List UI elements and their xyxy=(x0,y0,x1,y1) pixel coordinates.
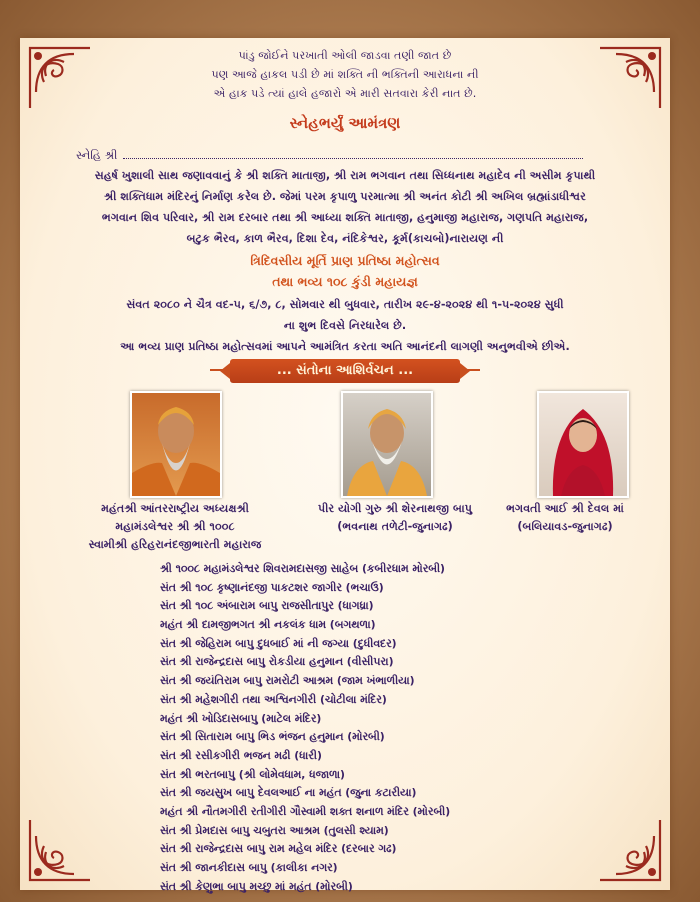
body-line: ભગવાન શિવ પરિવાર, શ્રી રામ દરબાર તથા શ્રી આધ્યા શક્તિ માતાજી, હનુમાજી મહારાજ, ગણપતિ મહારાજ, xyxy=(101,211,589,224)
corner-ornament-bottom-right xyxy=(596,816,666,886)
list-item: સંત શ્રી ભરતબાપુ (શ્રી લોમેવધામ, ધજાળા) xyxy=(160,767,345,781)
event-subtitle: તથા ભવ્ય ૧૦૮ કુંડી મહાયજ્ઞ xyxy=(272,274,418,289)
intro-line: પાંડુ જોઈને પરખાતી ઓલી જાડવા તણી જાત છે xyxy=(238,49,452,62)
caption-line: ભગવતી આઈ શ્રી દેવલ માં xyxy=(506,502,624,515)
saint-caption-1 xyxy=(60,500,290,554)
event-title: ત્રિદિવસીય મૂર્તિ પ્રાણ પ્રતિષ્ઠા મહોત્સવ xyxy=(250,253,440,268)
body-line: બટુક ભૈરવ, કાળ ભૈરવ, દિશા દેવ, નંદિકેશ્વર, કૂર્મ(કાચબો)નારાયણ ની xyxy=(186,232,504,245)
saints-list xyxy=(160,560,450,896)
name-blank-line xyxy=(123,148,583,159)
intro-line: પણ આજે હાકલ પડી છે માં શક્તિ ની ભક્તિની આરાધના ની xyxy=(211,68,479,81)
saint-caption-2 xyxy=(275,500,515,536)
event-dates xyxy=(20,294,670,357)
caption-line: મહામંડલેશ્વર શ્રી શ્રી ૧૦૦૮ xyxy=(115,520,235,533)
caption-line: સ્વામીશ્રી હરિહરાનંદજીભારતી મહારાજ xyxy=(88,538,262,551)
blessings-banner: ... સંતોના આશિર્વચન ... xyxy=(230,359,460,383)
list-item: મહંત શ્રી ખોડિદાસબાપુ (માટેલ મંદિર) xyxy=(160,711,322,725)
list-item: સંત શ્રી કેણુભા બાપુ મચ્છુ માં મહંત (મોરબી) xyxy=(160,879,353,893)
body-line: શ્રી શક્તિધામ મંદિરનું નિર્માણ કરેલ છે. જેમાં પરમ કૃપાળુ પરમાત્મા શ્રી અનંત કોટી શ્રી અખિલ બ્રહ્માંડાધીશ્વર xyxy=(104,190,586,203)
saint-photo-1 xyxy=(130,391,222,498)
list-item: સંત શ્રી જયસુખ બાપુ દેવલઆઈ ના મહંત (જુના કટારીયા) xyxy=(160,786,417,800)
list-item: મહંત શ્રી નૌતમગીરી રતીગીરી ગૌસ્વામી શક્ત શનાળ મંદિર (મોરબી) xyxy=(160,804,451,818)
corner-ornament-bottom-left xyxy=(24,816,94,886)
caption-line: મહંતશ્રી આંતરરાષ્ટ્રીય અધ્યક્ષશ્રી xyxy=(101,502,249,515)
date-line: સંવત ૨૦૮૦ ને ચૈત્ર વદ-૫, ૬/૭, ૮, સોમવાર થી બુધવાર, તારીખ ૨૯-૪-૨૦૨૪ થી ૧-૫-૨૦૨૪ સુધી xyxy=(126,298,564,311)
list-item: સંત શ્રી સિતારામ બાપુ ભિડ ભંજન હનુમાન (મોરબી) xyxy=(160,730,385,744)
caption-line: પીર યોગી ગુરુ શ્રી શેરનાથજી બાપુ xyxy=(317,502,473,515)
saint-caption-3 xyxy=(485,500,645,536)
date-line: આ ભવ્ય પ્રાણ પ્રતિષ્ઠા મહોત્સવમાં આપને આમંત્રિત કરતા અતિ આનંદની લાગણી અનુભવીએ છીએ. xyxy=(120,340,570,353)
list-item: સંત શ્રી મહેશગીરી તથા અશ્વિનગીરી (ચોટીલા મંદિર) xyxy=(160,692,387,706)
body-line: સહર્ષ ખુશાલી સાથ જણાવવાનું કે શ્રી શક્તિ માતાજી, શ્રી રામ ભગવાન તથા સિધ્ધનાથ મહાદેવ ની અસીમ કૃપાથી xyxy=(94,169,596,182)
list-item: સંત શ્રી પ્રેમદાસ બાપુ ચબુતરા આશ્રમ (તુલસી શ્યામ) xyxy=(160,823,389,837)
caption-line: (બલિયાવડ-જુનાગઢ) xyxy=(517,520,613,533)
intro-line: એ હાક પડે ત્યાં હાલે હજારો એ મારી સતવારા કેરી નાત છે. xyxy=(213,87,477,100)
intro-verse xyxy=(20,46,670,103)
list-item: સંત શ્રી રાજેન્દ્રદાસ બાપુ રોકડીયા હનુમાન (વીસીપરા) xyxy=(160,655,394,669)
date-line: ના શુભ દિવસે નિરધારેલ છે. xyxy=(283,319,407,332)
list-item: સંત શ્રી ૧૦૮ કૃષ્ણાનંદજી પાકટશર જાગીર (ભચાઉ) xyxy=(160,580,384,594)
list-item: સંત શ્રી રાજેન્દ્રદાસ બાપુ રામ મહેલ મંદિર (દરબાર ગઢ) xyxy=(160,842,397,856)
saint-photo-2 xyxy=(341,391,433,498)
invitation-body xyxy=(20,165,670,249)
greeting-heading: સ્નેહભર્યું આમંત્રણ xyxy=(289,114,401,132)
caption-line: (ભવનાથ તળેટી-જુનાગઢ) xyxy=(337,520,453,533)
saint-photo-3 xyxy=(537,391,629,498)
salutation xyxy=(76,148,583,163)
list-item: સંત શ્રી જાનકીદાસ બાપુ (કાલીકા નગર) xyxy=(160,861,338,874)
list-item: મહંત શ્રી દામજીભગત શ્રી નકલંક ધામ (બગથળા) xyxy=(160,618,376,632)
list-item: સંત શ્રી જેહિરામ બાપુ દુધબાઈ માં ની જગ્યા (દુધીવદર) xyxy=(160,636,397,650)
list-item: સંત શ્રી જયંતિરામ બાપુ રામરોટી આશ્રમ (જામ ખંભાળીયા) xyxy=(160,674,415,688)
list-item: સંત શ્રી રસીકગીરી ભજન મઢી (ધારી) xyxy=(160,748,322,762)
list-item: સંત શ્રી ૧૦૮ અંબારામ બાપુ રાજસીતાપુર (ધાગધ્રા) xyxy=(160,599,374,613)
invitation-card xyxy=(20,38,670,893)
list-item: શ્રી ૧૦૦૮ મહામંડલેશ્વર શિવરામદાસજી સાહેબ (કબીરધામ મોરબી) xyxy=(160,562,445,575)
salutation-label: સ્નેહિ શ્રી xyxy=(76,148,118,162)
